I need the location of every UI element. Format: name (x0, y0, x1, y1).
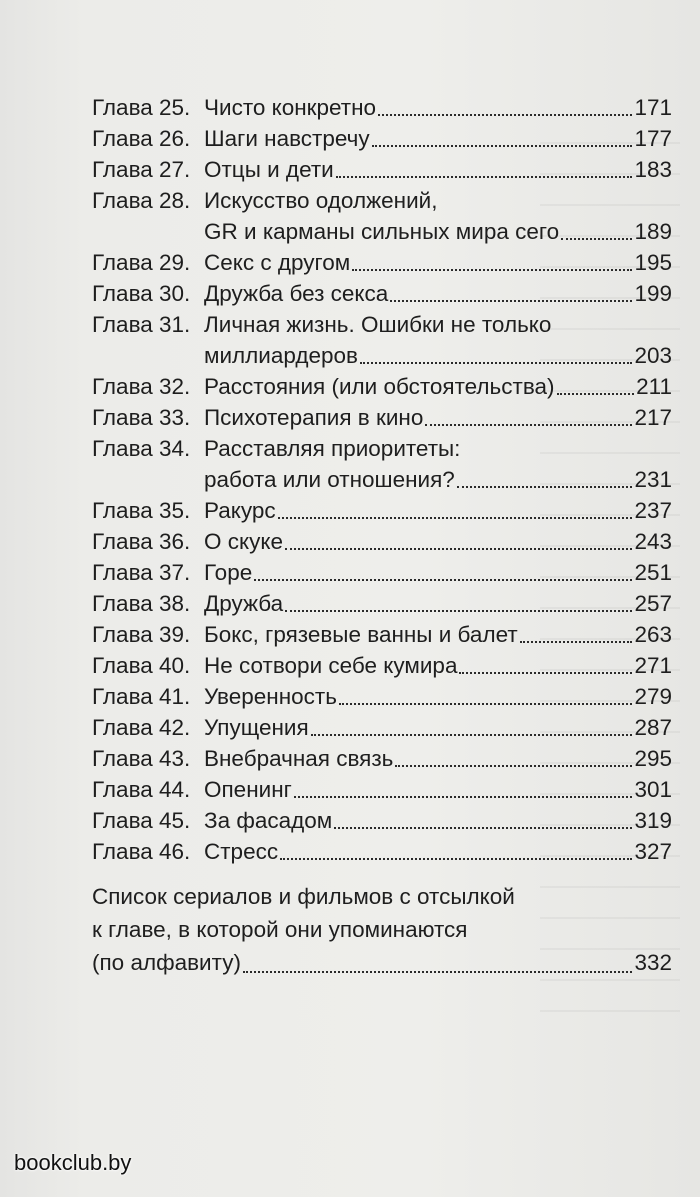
chapter-title-block (204, 743, 672, 774)
toc-line (92, 185, 672, 247)
page-number: 251 (634, 560, 672, 585)
chapter-title-line (204, 340, 672, 371)
dot-leader (557, 392, 635, 395)
chapter-title-block (204, 154, 672, 185)
film-list-title: к главе, в которой они упоминаются (92, 917, 468, 942)
chapter-number: Глава 42. (92, 715, 191, 740)
chapter-title-block (204, 402, 672, 433)
dot-leader (278, 516, 633, 519)
chapter-number: Глава 39. (92, 622, 191, 647)
toc-entry (92, 247, 672, 278)
toc-entry (92, 433, 672, 495)
toc-line (92, 836, 672, 867)
chapter-title: За фасадом (204, 808, 333, 833)
dot-leader (372, 144, 633, 147)
chapter-title-line (204, 464, 672, 495)
film-list-title: Список сериалов и фильмов с отсылкой (92, 884, 515, 909)
chapter-title-block (204, 247, 672, 278)
chapter-title: Внебрачная связь (204, 746, 394, 771)
chapter-title-block (204, 278, 672, 309)
chapter-title-line (204, 154, 672, 185)
toc-entry (92, 154, 672, 185)
chapter-title-block (204, 433, 672, 495)
dot-leader (243, 970, 633, 973)
chapter-title-line (204, 650, 672, 681)
chapter-title-line (204, 371, 672, 402)
toc-entry (92, 681, 672, 712)
chapter-title-line (204, 588, 672, 619)
page-number: 301 (634, 777, 672, 802)
toc-line (92, 495, 672, 526)
chapter-title-block (204, 619, 672, 650)
page-number: 243 (634, 529, 672, 554)
chapter-title-line (204, 557, 672, 588)
page-number: 171 (634, 95, 672, 120)
chapter-title-line (204, 495, 672, 526)
toc-entry (92, 588, 672, 619)
toc-entry (92, 495, 672, 526)
page-number: 195 (634, 250, 672, 275)
dot-leader (360, 361, 632, 364)
film-list-title-line (92, 881, 672, 914)
toc-entry-film-list (92, 881, 672, 980)
chapter-number: Глава 45. (92, 808, 191, 833)
chapter-title-line (204, 247, 672, 278)
watermark: bookclub.by (14, 1150, 132, 1175)
chapter-title: Чисто конкретно (204, 95, 377, 120)
toc-entry (92, 371, 672, 402)
dot-leader (285, 547, 632, 550)
table-of-contents (92, 92, 672, 980)
dot-leader (352, 268, 632, 271)
dot-leader (339, 702, 633, 705)
dot-leader (294, 795, 633, 798)
chapter-title-block (204, 526, 672, 557)
chapter-title: Отцы и дети (204, 157, 334, 182)
chapter-title: Искусство одолжений, (204, 188, 438, 213)
dot-leader (280, 857, 632, 860)
chapter-title: Стресс (204, 839, 279, 864)
dot-leader (334, 826, 632, 829)
chapter-title: Шаги навстречу (204, 126, 370, 151)
chapter-title: Упущения (204, 715, 309, 740)
chapter-title: Личная жизнь. Ошибки не только (204, 312, 552, 337)
film-list-title: (по алфавиту) (92, 950, 241, 975)
page-number: 183 (634, 157, 672, 182)
chapter-title-line (204, 92, 672, 123)
chapter-title-line (204, 309, 672, 340)
page-number: 327 (634, 839, 672, 864)
page-number: 279 (634, 684, 672, 709)
chapter-title-block (204, 712, 672, 743)
chapter-title-line (204, 433, 672, 464)
toc-entry (92, 185, 672, 247)
page-number: 189 (634, 219, 672, 244)
page-number: 257 (634, 591, 672, 616)
chapter-title-block (204, 836, 672, 867)
page-number: 332 (634, 950, 672, 975)
chapter-title-line (204, 681, 672, 712)
chapter-title: Дружба без секса (204, 281, 389, 306)
page-number: 231 (634, 467, 672, 492)
chapter-title: Уверенность (204, 684, 337, 709)
chapter-title-block (204, 774, 672, 805)
chapter-title: Расставляя приоритеты: (204, 436, 461, 461)
toc-line (92, 278, 672, 309)
film-list-title-line (92, 947, 672, 980)
chapter-title: Секс с другом (204, 250, 351, 275)
chapter-title-line (204, 712, 672, 743)
chapter-title-block (204, 92, 672, 123)
dot-leader (285, 609, 632, 612)
toc-entry (92, 619, 672, 650)
chapter-title: Не сотвори себе кумира (204, 653, 458, 678)
chapter-title-block (204, 588, 672, 619)
chapter-number: Глава 36. (92, 529, 191, 554)
chapter-title-line (204, 805, 672, 836)
toc-line (92, 433, 672, 495)
toc-line (92, 774, 672, 805)
toc-entry (92, 650, 672, 681)
toc-line (92, 650, 672, 681)
toc-line (92, 557, 672, 588)
toc-line (92, 681, 672, 712)
chapter-number: Глава 40. (92, 653, 191, 678)
toc-line (92, 588, 672, 619)
film-list-title-line (92, 914, 672, 947)
dot-leader (336, 175, 633, 178)
chapter-title: Опенинг (204, 777, 292, 802)
chapter-title-block (204, 681, 672, 712)
chapter-number: Глава 37. (92, 560, 191, 585)
chapter-title-line (204, 743, 672, 774)
chapter-title-line (204, 526, 672, 557)
toc-entry (92, 402, 672, 433)
chapter-number: Глава 34. (92, 436, 191, 461)
chapter-number: Глава 28. (92, 188, 191, 213)
chapter-title: работа или отношения? (204, 467, 455, 492)
chapter-number: Глава 41. (92, 684, 191, 709)
chapter-title: О скуке (204, 529, 283, 554)
chapter-title-line (204, 123, 672, 154)
chapter-title: Горе (204, 560, 253, 585)
chapter-number: Глава 26. (92, 126, 191, 151)
page-number: 203 (634, 343, 672, 368)
toc-line (92, 371, 672, 402)
chapter-title: GR и карманы сильных мира сего (204, 219, 560, 244)
toc-line (92, 805, 672, 836)
toc-entry (92, 309, 672, 371)
toc-entry (92, 123, 672, 154)
chapter-title-block (204, 495, 672, 526)
toc-line (92, 123, 672, 154)
chapter-number: Глава 32. (92, 374, 191, 399)
chapter-title: миллиардеров (204, 343, 358, 368)
toc-entry (92, 278, 672, 309)
page-number: 287 (634, 715, 672, 740)
chapter-number: Глава 35. (92, 498, 191, 523)
chapter-number: Глава 38. (92, 591, 191, 616)
toc-entry (92, 836, 672, 867)
toc-entry (92, 526, 672, 557)
toc-line (92, 247, 672, 278)
chapter-number: Глава 27. (92, 157, 191, 182)
toc-line (92, 526, 672, 557)
dot-leader (311, 733, 633, 736)
chapter-title-block (204, 309, 672, 371)
toc-line (92, 92, 672, 123)
dot-leader (378, 113, 632, 116)
dot-leader (520, 640, 633, 643)
dot-leader (395, 764, 632, 767)
chapter-number: Глава 25. (92, 95, 191, 120)
toc-line (92, 743, 672, 774)
page-number: 263 (634, 622, 672, 647)
toc-line (92, 619, 672, 650)
chapter-title-line (204, 278, 672, 309)
toc-line (92, 402, 672, 433)
toc-entry (92, 774, 672, 805)
chapter-title: Расстояния (или обстоятельства) (204, 374, 555, 399)
chapter-title-line (204, 774, 672, 805)
toc-entry (92, 557, 672, 588)
toc-line (92, 712, 672, 743)
chapter-number: Глава 33. (92, 405, 191, 430)
chapter-title: Психотерапия в кино (204, 405, 424, 430)
page-number: 211 (636, 374, 672, 399)
page-number: 319 (634, 808, 672, 833)
toc-entry (92, 743, 672, 774)
chapter-title-line (204, 216, 672, 247)
toc-entry (92, 712, 672, 743)
chapter-title-block (204, 557, 672, 588)
page-number: 217 (634, 405, 672, 430)
chapter-title-line (204, 619, 672, 650)
page-number: 271 (634, 653, 672, 678)
chapter-title-block (204, 805, 672, 836)
dot-leader (254, 578, 632, 581)
chapter-title-block (204, 371, 672, 402)
dot-leader (459, 671, 632, 674)
chapter-title: Дружба (204, 591, 284, 616)
page-number: 199 (634, 281, 672, 306)
toc-entry (92, 805, 672, 836)
toc-entry (92, 92, 672, 123)
chapter-number: Глава 43. (92, 746, 191, 771)
dot-leader (457, 485, 633, 488)
toc-line (92, 309, 672, 371)
chapter-number: Глава 29. (92, 250, 191, 275)
chapter-number: Глава 44. (92, 777, 191, 802)
chapter-title-block (204, 123, 672, 154)
dot-leader (561, 237, 632, 240)
page-number: 237 (634, 498, 672, 523)
toc-line (92, 154, 672, 185)
chapter-title-line (204, 185, 672, 216)
dot-leader (425, 423, 632, 426)
chapter-title: Ракурс (204, 498, 276, 523)
page-number: 177 (634, 126, 672, 151)
chapter-title-block (204, 185, 672, 247)
chapter-title-line (204, 836, 672, 867)
chapter-title-line (204, 402, 672, 433)
dot-leader (390, 299, 632, 302)
chapter-title: Бокс, грязевые ванны и балет (204, 622, 518, 647)
chapter-number: Глава 46. (92, 839, 191, 864)
chapter-title-block (204, 650, 672, 681)
page-number: 295 (634, 746, 672, 771)
chapter-number: Глава 31. (92, 312, 191, 337)
chapter-number: Глава 30. (92, 281, 191, 306)
